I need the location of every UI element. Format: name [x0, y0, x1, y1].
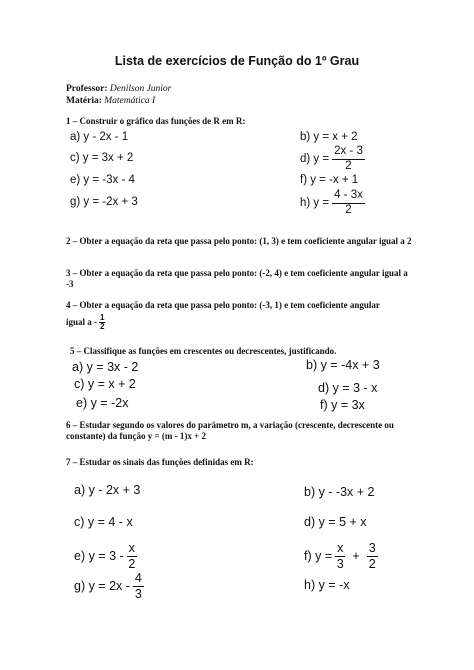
question-5: 5 – Classifique as funções em crescentes ou decrescentes, justificando. [70, 346, 337, 356]
q5-item-d: d) y = 3 - x [318, 381, 378, 395]
materia-line [66, 96, 155, 106]
fraction-denominator: 2 [368, 556, 376, 571]
q1-item-c: c) y = 3x + 2 [70, 152, 134, 164]
q7-item-f-fraction-2 [367, 542, 378, 570]
q1-item-a: a) y - 2x - 1 [70, 131, 129, 143]
fraction-denominator: 3 [336, 556, 344, 571]
professor-label: Professor: [66, 84, 108, 94]
question-4: 4 – Obter a equação da reta que passa pelo ponto: (-3, 1) e tem coeficiente angular [66, 300, 380, 310]
q7-item-e-fraction [127, 542, 137, 570]
q7-item-c: c) y = 4 - x [74, 515, 133, 529]
fraction-numerator: 2x - 3 [332, 146, 365, 160]
professor-name: Denilson Junior [109, 84, 172, 94]
fraction-numerator: 4 - 3x [332, 190, 365, 204]
q5-item-b: b) y = -4x + 3 [306, 358, 380, 372]
q1-item-h-label: h) y = [300, 197, 330, 209]
professor-line [66, 84, 171, 94]
q1-item-g: g) y = -2x + 3 [70, 196, 138, 208]
fraction-numerator: 4 [134, 571, 142, 585]
materia-name: Matemática I [104, 96, 156, 106]
fraction-denominator: 2 [345, 159, 352, 172]
q7-item-b: b) y - -3x + 2 [304, 485, 375, 499]
fraction-denominator: 2 [128, 556, 136, 571]
q7-item-e [74, 542, 140, 570]
question-3: 3 – Obter a equação da reta que passa pelo ponto: (-2, 4) e tem coeficiente angular igual a -3 [66, 268, 408, 289]
question-1: 1 – Construir o gráfico das funções de R em R: [66, 116, 246, 126]
q7-item-g-label: g) y = 2x - [74, 579, 130, 593]
question-4-fraction [99, 314, 105, 331]
materia-label: Matéria: [66, 96, 102, 106]
fraction-denominator: 2 [100, 322, 105, 331]
q1-item-h [300, 190, 368, 216]
q1-item-f: f) y = -x + 1 [300, 174, 359, 186]
question-4-cont-text: igual a - [66, 317, 98, 327]
q7-item-e-label: e) y = 3 - [74, 549, 124, 563]
q7-item-g [74, 572, 147, 600]
fraction-denominator: 2 [345, 203, 352, 216]
q1-item-b: b) y = x + 2 [300, 131, 358, 143]
q7-item-a: a) y - 2x + 3 [74, 483, 141, 497]
question-2: 2 – Obter a equação da reta que passa pelo ponto: (1, 3) e tem coeficiente angular igual a 2 [66, 236, 412, 246]
q5-item-c: c) y = x + 2 [74, 377, 136, 391]
page-title: Lista de exercícios de Função do 1º Grau [114, 54, 360, 68]
question-6: 6 – Estudar segundo os valores do parâmetro m, a variação (crescente, decrescente ou constante) da função y = (m - 1)x + 2 [66, 420, 394, 441]
q7-item-f-fraction-1 [335, 542, 345, 570]
fraction-numerator: 1 [100, 313, 105, 322]
q1-item-d-label: d) y = [300, 153, 330, 165]
fraction-numerator: 3 [368, 541, 376, 555]
q5-item-f: f) y = 3x [320, 398, 365, 412]
q7-item-f-label: f) y = [304, 549, 333, 563]
q1-item-h-fraction [332, 190, 365, 216]
q1-item-d-fraction [332, 146, 365, 172]
q7-item-f [304, 542, 381, 570]
question-7: 7 – Estudar os sinais das funções definidas em R: [66, 457, 254, 467]
q5-item-a: a) y = 3x - 2 [72, 360, 139, 374]
question-4-continuation [66, 314, 412, 331]
q7-item-g-fraction [133, 572, 144, 600]
q7-item-h: h) y = -x [304, 578, 350, 592]
fraction-numerator: x [337, 541, 344, 555]
q1-item-d [300, 146, 368, 172]
q7-item-d: d) y = 5 + x [304, 515, 367, 529]
q5-item-e: e) y = -2x [76, 396, 129, 410]
plus-operator: + [352, 549, 360, 563]
q1-item-e: e) y = -3x - 4 [70, 174, 135, 186]
fraction-denominator: 3 [134, 586, 142, 601]
fraction-numerator: x [128, 541, 135, 555]
